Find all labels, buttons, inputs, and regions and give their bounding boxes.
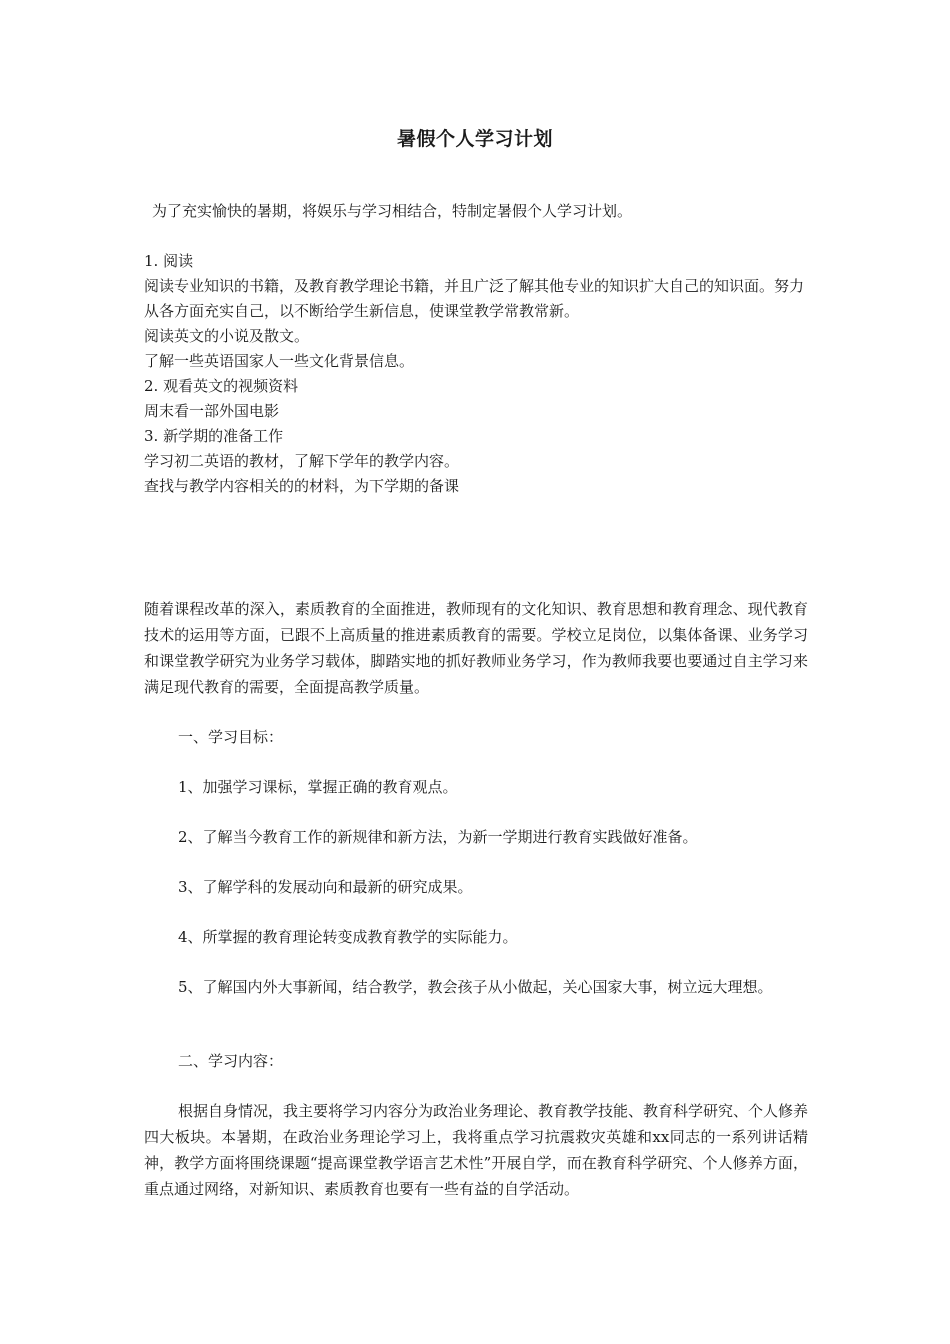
plan-item-3-textbook: 学习初二英语的教材，了解下学年的教学内容。	[144, 452, 460, 470]
plan-item-1-novels: 阅读英文的小说及散文。	[144, 327, 310, 345]
paragraph-gap	[144, 850, 808, 874]
intro-paragraph: 为了充实愉快的暑期，将娱乐与学习相结合，特制定暑假个人学习计划。	[152, 202, 633, 220]
plan-item-1-text: 阅读专业知识的书籍，及教育教学理论书籍，并且广泛了解其他专业的知识扩大自己的知识面。努力从各方面充实自己，以不断给学生新信息，使课堂教学常教常新。	[144, 277, 805, 320]
goals-heading: 一、学习目标：	[178, 728, 284, 746]
paragraph-gap	[144, 1024, 808, 1048]
plan-section	[144, 199, 808, 499]
goal-item-2: 2、了解当今教育工作的新规律和新方法，为新一学期进行教育实践做好准备。	[178, 828, 698, 846]
paragraph-gap	[144, 1000, 808, 1024]
paragraph-gap	[144, 224, 808, 249]
plan-item-3-heading: 3. 新学期的准备工作	[144, 427, 284, 445]
second-intro-paragraph: 随着课程改革的深入，素质教育的全面推进，教师现有的文化知识、教育思想和教育理念、现代教育技术的运用等方面，已跟不上高质量的推进素质教育的需要。学校立足岗位，以集体备课、业务学习和课堂教学研究为业务学习载体，脚踏实地的抓好教师业务学习，作为教师我要也要通过自主学习来满足现代教育的需要，全面提高教学质量。	[144, 600, 808, 696]
document-title: 暑假个人学习计划	[396, 128, 553, 150]
paragraph-gap	[144, 950, 808, 974]
plan-item-1-culture: 了解一些英语国家人一些文化背景信息。	[144, 352, 415, 370]
study-section	[144, 596, 808, 1202]
paragraph-gap	[144, 700, 808, 724]
paragraph-gap	[144, 750, 808, 774]
goal-item-4: 4、所掌握的教育理论转变成教育教学的实际能力。	[178, 928, 518, 946]
paragraph-gap	[144, 800, 808, 824]
goal-item-3: 3、了解学科的发展动向和最新的研究成果。	[178, 878, 473, 896]
goal-item-1: 1、加强学习课标，掌握正确的教育观点。	[178, 778, 458, 796]
plan-item-1-heading: 1. 阅读	[144, 252, 194, 270]
paragraph-gap	[144, 1074, 808, 1098]
plan-item-3-materials: 查找与教学内容相关的的材料，为下学期的备课	[144, 477, 460, 495]
content-paragraph: 根据自身情况，我主要将学习内容分为政治业务理论、教育教学技能、教育科学研究、个人修养四大板块。本暑期，在政治业务理论学习上，我将重点学习抗震救灾英雄和xx同志的一系列讲话精神，教学方面将围绕课题“提高课堂教学语言艺术性”开展自学，而在教育科学研究、个人修养方面，重点通过网络，对新知识、素质教育也要有一些有益的自学活动。	[144, 1102, 809, 1198]
plan-item-2-heading: 2. 观看英文的视频资料	[144, 377, 299, 395]
plan-item-2-text: 周末看一部外国电影	[144, 402, 280, 420]
paragraph-gap	[144, 900, 808, 924]
content-heading: 二、学习内容：	[178, 1052, 284, 1070]
goal-item-5: 5、了解国内外大事新闻，结合教学，教会孩子从小做起，关心国家大事，树立远大理想。	[178, 978, 773, 996]
